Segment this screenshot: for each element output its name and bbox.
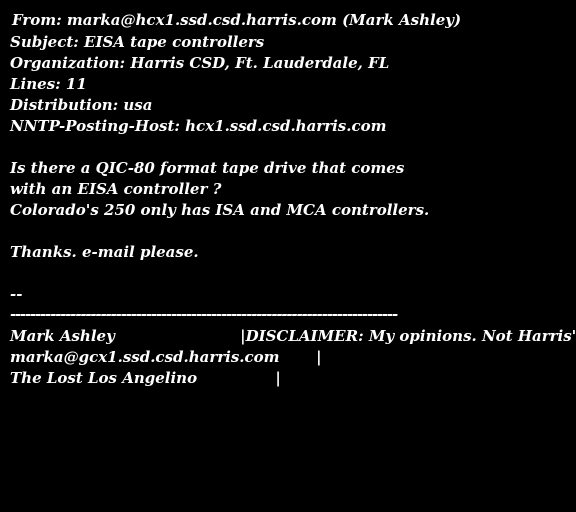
distribution-header: Distribution: usa <box>10 96 153 114</box>
body-line: with an EISA controller ? <box>10 180 222 198</box>
signature-line: marka@gcx1.ssd.csd.harris.com | <box>10 348 322 366</box>
signature-line: Mark Ashley |DISCLAIMER: My opinions. Not Harris' <box>10 327 576 345</box>
body-line: Is there a QIC-80 format tape drive that comes <box>10 159 405 177</box>
from-header: From: marka@hcx1.ssd.csd.harris.com (Mark Ashley) <box>12 11 462 29</box>
signature-line: The Lost Los Angelino | <box>10 369 281 387</box>
thanks-line: Thanks. e-mail please. <box>10 243 199 261</box>
signature-rule: ----------------------------------------------------------------------------- <box>10 305 397 323</box>
organization-header: Organization: Harris CSD, Ft. Lauderdale, FL <box>10 54 390 72</box>
subject-header: Subject: EISA tape controllers <box>10 33 265 51</box>
lines-header: Lines: 11 <box>10 75 87 93</box>
body-line: Colorado's 250 only has ISA and MCA controllers. <box>10 201 430 219</box>
nntp-posting-host-header: NNTP-Posting-Host: hcx1.ssd.csd.harris.com <box>10 117 387 135</box>
signature-separator: -- <box>10 285 23 303</box>
